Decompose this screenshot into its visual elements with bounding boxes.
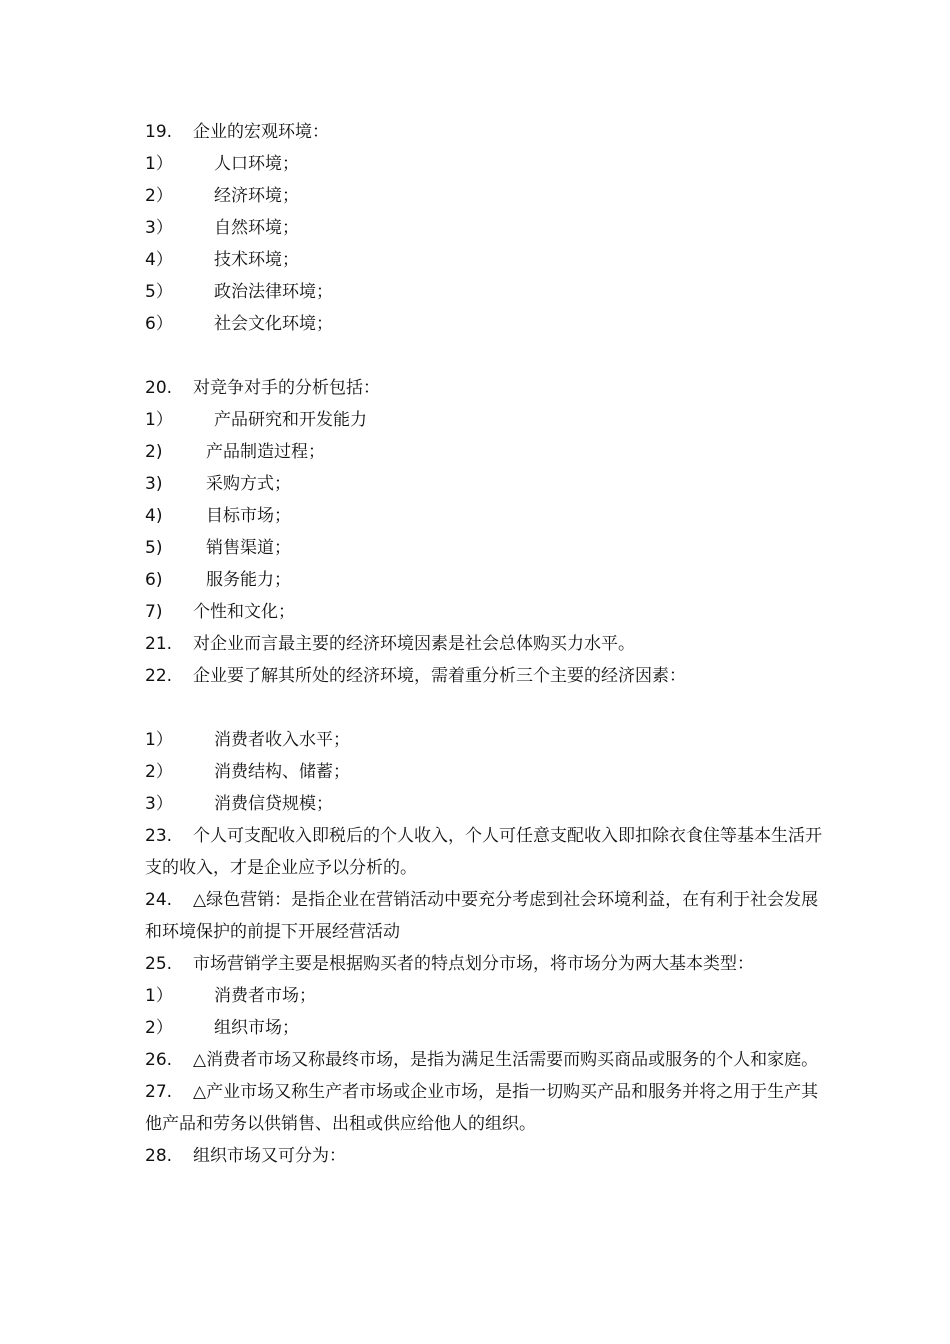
sub-item-text: 社会文化环境；: [214, 314, 333, 334]
sub-item-text: 技术环境；: [214, 250, 299, 270]
sub-item-text: 销售渠道；: [206, 538, 291, 558]
sub-item-number: 6): [145, 570, 163, 590]
item-text: 对企业而言最主要的经济环境因素是社会总体购买力水平。: [193, 634, 635, 654]
sub-item-text: 采购方式；: [206, 474, 291, 494]
item-number: 20.: [145, 378, 173, 398]
sub-item-text: 产品研究和开发能力: [214, 410, 367, 430]
sub-item-number: 4): [145, 506, 163, 526]
sub-item-number: 3): [145, 474, 163, 494]
item-text: △绿色营销：是指企业在营销活动中要充分考虑到社会环境利益，在有利于社会发展和环境保护的前提下开展经营活动: [145, 890, 819, 942]
sub-item-number: 6）: [145, 314, 173, 334]
sub-list-item: [145, 148, 825, 180]
list-item: [145, 948, 825, 980]
sub-list-item: [145, 724, 825, 756]
sub-item-number: 2）: [145, 186, 173, 206]
blank-line: [145, 340, 825, 372]
item-text: 对竞争对手的分析包括：: [193, 378, 380, 398]
sub-item-text: 消费者收入水平；: [214, 730, 350, 750]
sub-item-number: 1）: [145, 410, 173, 430]
item-number: 27.: [145, 1082, 173, 1102]
sub-item-text: 目标市场；: [206, 506, 291, 526]
sub-item-text: 服务能力；: [206, 570, 291, 590]
sub-list-item: [145, 212, 825, 244]
sub-list-item: [145, 244, 825, 276]
sub-item-number: 1）: [145, 154, 173, 174]
item-number: 25.: [145, 954, 173, 974]
sub-item-text: 消费信贷规模；: [214, 794, 333, 814]
sub-item-text: 消费结构、储蓄；: [214, 762, 350, 782]
blank-line: [145, 692, 825, 724]
paragraph-item: [145, 1076, 825, 1140]
sub-list-item: [145, 756, 825, 788]
sub-item-text: 消费者市场；: [214, 986, 316, 1006]
sub-item-text: 政治法律环境；: [214, 282, 333, 302]
item-text: 企业要了解其所处的经济环境，需着重分析三个主要的经济因素：: [193, 666, 686, 686]
item-number: 21.: [145, 634, 173, 654]
document-body: [145, 116, 825, 1172]
sub-item-text: 个性和文化；: [193, 602, 295, 622]
sub-item-number: 1）: [145, 730, 173, 750]
list-item: [145, 660, 825, 692]
item-number: 22.: [145, 666, 173, 686]
item-text: 企业的宏观环境：: [193, 122, 329, 142]
sub-list-item: [145, 596, 825, 628]
sub-item-text: 人口环境；: [214, 154, 299, 174]
sub-item-text: 经济环境；: [214, 186, 299, 206]
sub-list-item: [145, 500, 825, 532]
sub-item-number: 3）: [145, 218, 173, 238]
item-number: 19.: [145, 122, 173, 142]
sub-item-number: 5): [145, 538, 163, 558]
sub-list-item: [145, 180, 825, 212]
item-text: 组织市场又可分为：: [193, 1146, 346, 1166]
sub-item-number: 1）: [145, 986, 173, 1006]
list-item: [145, 116, 825, 148]
item-text: △消费者市场又称最终市场，是指为满足生活需要而购买商品或服务的个人和家庭。: [193, 1050, 819, 1070]
sub-list-item: [145, 532, 825, 564]
sub-item-text: 产品制造过程；: [206, 442, 325, 462]
list-item: [145, 1140, 825, 1172]
sub-item-text: 自然环境；: [214, 218, 299, 238]
sub-list-item: [145, 980, 825, 1012]
list-item: [145, 628, 825, 660]
paragraph-item: [145, 820, 825, 884]
sub-list-item: [145, 276, 825, 308]
item-number: 26.: [145, 1050, 173, 1070]
sub-item-number: 5）: [145, 282, 173, 302]
list-item: [145, 372, 825, 404]
sub-list-item: [145, 1012, 825, 1044]
sub-list-item: [145, 564, 825, 596]
paragraph-item: [145, 884, 825, 948]
sub-item-text: 组织市场；: [214, 1018, 299, 1038]
sub-list-item: [145, 468, 825, 500]
sub-item-number: 2）: [145, 1018, 173, 1038]
sub-list-item: [145, 436, 825, 468]
sub-item-number: 2): [145, 442, 163, 462]
item-text: 市场营销学主要是根据购买者的特点划分市场，将市场分为两大基本类型：: [193, 954, 754, 974]
item-text: △产业市场又称生产者市场或企业市场，是指一切购买产品和服务并将之用于生产其他产品和劳务以供销售、出租或供应给他人的组织。: [145, 1082, 819, 1134]
paragraph-item: [145, 1044, 825, 1076]
sub-item-number: 7): [145, 602, 163, 622]
item-number: 23.: [145, 826, 173, 846]
item-text: 个人可支配收入即税后的个人收入，个人可任意支配收入即扣除衣食住等基本生活开支的收入，才是企业应予以分析的。: [145, 826, 822, 878]
sub-item-number: 3）: [145, 794, 173, 814]
item-number: 24.: [145, 890, 173, 910]
sub-item-number: 2）: [145, 762, 173, 782]
sub-list-item: [145, 788, 825, 820]
item-number: 28.: [145, 1146, 173, 1166]
sub-item-number: 4）: [145, 250, 173, 270]
sub-list-item: [145, 308, 825, 340]
sub-list-item: [145, 404, 825, 436]
